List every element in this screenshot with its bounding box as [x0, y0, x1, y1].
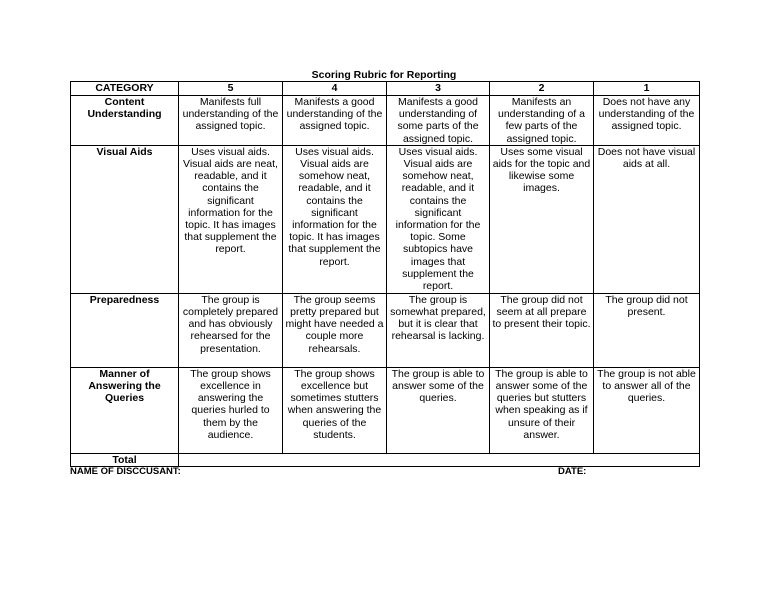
header-score-3: 3	[387, 82, 490, 96]
criteria-cell: The group did not present.	[594, 293, 700, 367]
criteria-cell: The group is somewhat prepared, but it is clear that rehearsal is lacking.	[387, 293, 490, 367]
total-label: Total	[71, 453, 179, 466]
criteria-cell: The group is not able to answer all of the queries.	[594, 367, 700, 453]
criteria-cell: Does not have any understanding of the assigned topic.	[594, 96, 700, 146]
criteria-cell: Uses visual aids. Visual aids are somehow neat, readable, and it contains the significant information for the topic. Some subtopics have images that supplement the report.	[387, 145, 490, 293]
criteria-cell: Manifests an understanding of a few parts of the assigned topic.	[490, 96, 594, 146]
criteria-cell: The group shows excellence in answering the queries hurled to them by the audience.	[179, 367, 283, 453]
total-value-cell	[179, 453, 700, 466]
criteria-cell: The group is completely prepared and has obviously rehearsed for the presentation.	[179, 293, 283, 367]
total-row	[71, 453, 700, 466]
header-score-2: 2	[490, 82, 594, 96]
criteria-cell: Does not have visual aids at all.	[594, 145, 700, 293]
criteria-cell: Uses some visual aids for the topic and likewise some images.	[490, 145, 594, 293]
discussant-label: NAME OF DISCCUSANT:	[70, 466, 181, 477]
table-row	[71, 293, 700, 367]
table-row	[71, 96, 700, 146]
category-cell: Content Understanding	[71, 96, 179, 146]
header-score-4: 4	[283, 82, 387, 96]
criteria-cell: The group did not seem at all prepare to present their topic.	[490, 293, 594, 367]
category-cell: Preparedness	[71, 293, 179, 367]
date-label: DATE:	[558, 466, 587, 477]
criteria-cell: Uses visual aids. Visual aids are somehow neat, readable, and it contains the significant information for the topic. It has images that supplement the report.	[283, 145, 387, 293]
criteria-cell: Uses visual aids. Visual aids are neat, readable, and it contains the significant information for the topic. It has images that supplement the report.	[179, 145, 283, 293]
header-category: CATEGORY	[71, 82, 179, 96]
criteria-cell: The group is able to answer some of the queries but stutters when speaking as if unsure of their answer.	[490, 367, 594, 453]
category-cell: Visual Aids	[71, 145, 179, 293]
criteria-cell: The group is able to answer some of the queries.	[387, 367, 490, 453]
criteria-cell: Manifests full understanding of the assigned topic.	[179, 96, 283, 146]
document-title: Scoring Rubric for Reporting	[311, 69, 457, 81]
criteria-cell: The group shows excellence but sometimes stutters when answering the queries of the students.	[283, 367, 387, 453]
criteria-cell: Manifests a good understanding of some parts of the assigned topic.	[387, 96, 490, 146]
category-cell: Manner of Answering the Queries	[71, 367, 179, 453]
header-score-1: 1	[594, 82, 700, 96]
header-score-5: 5	[179, 82, 283, 96]
criteria-cell: Manifests a good understanding of the assigned topic.	[283, 96, 387, 146]
criteria-cell: The group seems pretty prepared but might have needed a couple more rehearsals.	[283, 293, 387, 367]
table-row	[71, 367, 700, 453]
header-row	[71, 82, 700, 96]
rubric-table	[70, 81, 700, 467]
table-row	[71, 145, 700, 293]
